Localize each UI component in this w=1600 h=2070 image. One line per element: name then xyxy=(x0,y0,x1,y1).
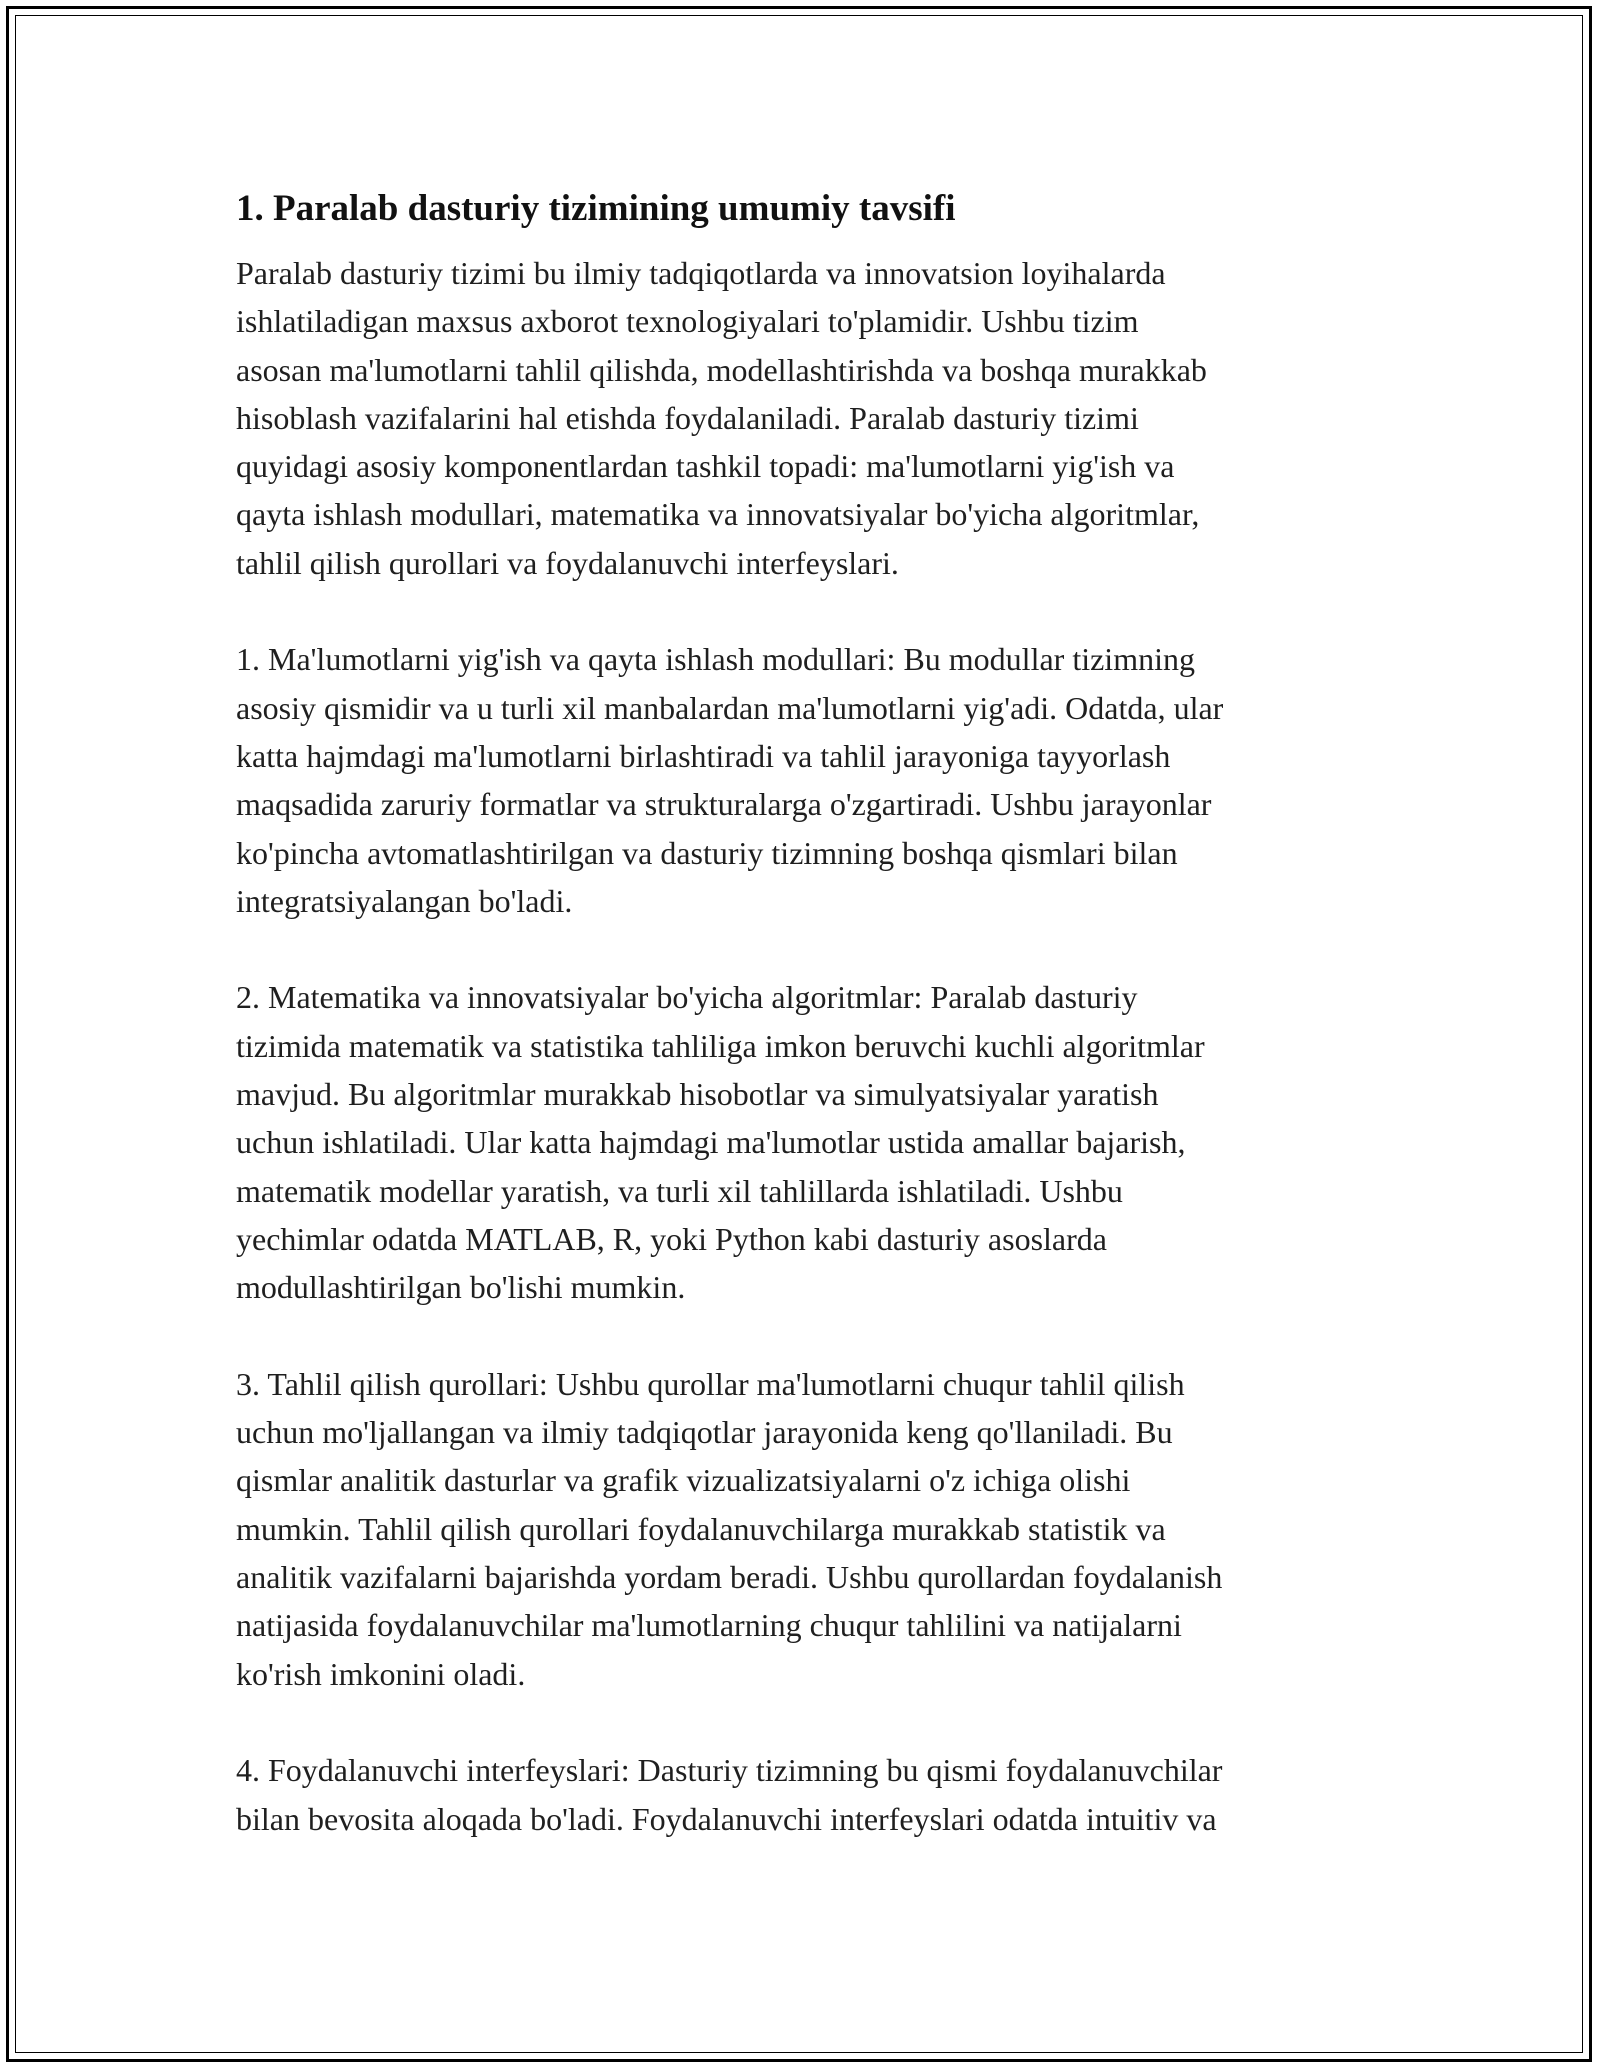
paragraph-item-1 xyxy=(236,635,1376,925)
text-line: mumkin. Tahlil qilish qurollari foydalanuvchilarga murakkab statistik va xyxy=(236,1510,1166,1547)
text-line: asosiy qismidir va u turli xil manbalardan ma'lumotlarni yig'adi. Odatda, ular xyxy=(236,689,1224,726)
text-line: Paralab dasturiy tizimi bu ilmiy tadqiqotlarda va innovatsion loyihalarda xyxy=(236,255,1166,291)
text-line: katta hajmdagi ma'lumotlarni birlashtiradi va tahlil jarayoniga tayyorlash xyxy=(236,737,1171,774)
text-line: 2. Matematika va innovatsiyalar bo'yicha algoritmlar: Paralab dasturiy xyxy=(236,979,1138,1016)
text-line: integratsiyalangan bo'ladi. xyxy=(236,882,573,919)
text-line: 3. Tahlil qilish qurollari: Ushbu qurollar ma'lumotlarni chuqur tahlil qilish xyxy=(236,1365,1185,1402)
paragraph-item-3 xyxy=(236,1360,1376,1698)
text-line: analitik vazifalarni bajarishda yordam beradi. Ushbu qurollardan foydalanish xyxy=(236,1559,1223,1596)
text-line: qismlar analitik dasturlar va grafik vizualizatsiyalarni o'z ichiga olishi xyxy=(236,1462,1131,1499)
text-line: uchun ishlatiladi. Ular katta hajmdagi ma'lumotlar ustida amallar bajarish, xyxy=(236,1124,1186,1161)
document-body xyxy=(236,185,1376,1843)
text-line: maqsadida zaruriy formatlar va strukturalarga o'zgartiradi. Ushbu jarayonlar xyxy=(236,786,1212,823)
text-line: matematik modellar yaratish, va turli xil tahlillarda ishlatiladi. Ushbu xyxy=(236,1172,1123,1209)
text-line: ko'pincha avtomatlashtirilgan va dasturiy tizimning boshqa qismlari bilan xyxy=(236,834,1178,871)
paragraph-intro xyxy=(236,249,1376,587)
text-line: 4. Foydalanuvchi interfeyslari: Dasturiy tizimning bu qismi foydalanuvchilar xyxy=(236,1752,1223,1789)
text-line: asosan ma'lumotlarni tahlil qilishda, modellashtirishda va boshqa murakkab xyxy=(236,351,1207,388)
text-line: ko'rish imkonini oladi. xyxy=(236,1655,526,1692)
text-line: hisoblash vazifalarini hal etishda foydalaniladi. Paralab dasturiy tizimi xyxy=(236,399,1139,436)
text-line: natijasida foydalanuvchilar ma'lumotlarning chuqur tahlilini va natijalarni xyxy=(236,1607,1182,1644)
section-heading: 1. Paralab dasturiy tizimining umumiy tavsifi xyxy=(236,188,956,229)
text-line: tizimida matematik va statistika tahliliga imkon beruvchi kuchli algoritmlar xyxy=(236,1027,1205,1064)
text-line: bilan bevosita aloqada bo'ladi. Foydalanuvchi interfeyslari odatda intuitiv va xyxy=(236,1800,1217,1837)
text-line: modullashtirilgan bo'lishi mumkin. xyxy=(236,1269,686,1306)
text-line: mavjud. Bu algoritmlar murakkab hisobotlar va simulyatsiyalar yaratish xyxy=(236,1076,1159,1113)
paragraph-item-4 xyxy=(236,1746,1376,1843)
text-line: ishlatiladigan maxsus axborot texnologiyalari to'plamidir. Ushbu tizim xyxy=(236,303,1139,340)
text-line: tahlil qilish qurollari va foydalanuvchi interfeyslari. xyxy=(236,544,899,581)
text-line: uchun mo'ljallangan va ilmiy tadqiqotlar jarayonida keng qo'llaniladi. Bu xyxy=(236,1414,1173,1451)
text-line: 1. Ma'lumotlarni yig'ish va qayta ishlash modullari: Bu modullar tizimning xyxy=(236,641,1195,678)
text-line: quyidagi asosiy komponentlardan tashkil topadi: ma'lumotlarni yig'ish va xyxy=(236,448,1175,485)
paragraph-item-2 xyxy=(236,973,1376,1311)
text-line: qayta ishlash modullari, matematika va innovatsiyalar bo'yicha algoritmlar, xyxy=(236,496,1200,533)
text-line: yechimlar odatda MATLAB, R, yoki Python kabi dasturiy asoslarda xyxy=(236,1220,1107,1257)
